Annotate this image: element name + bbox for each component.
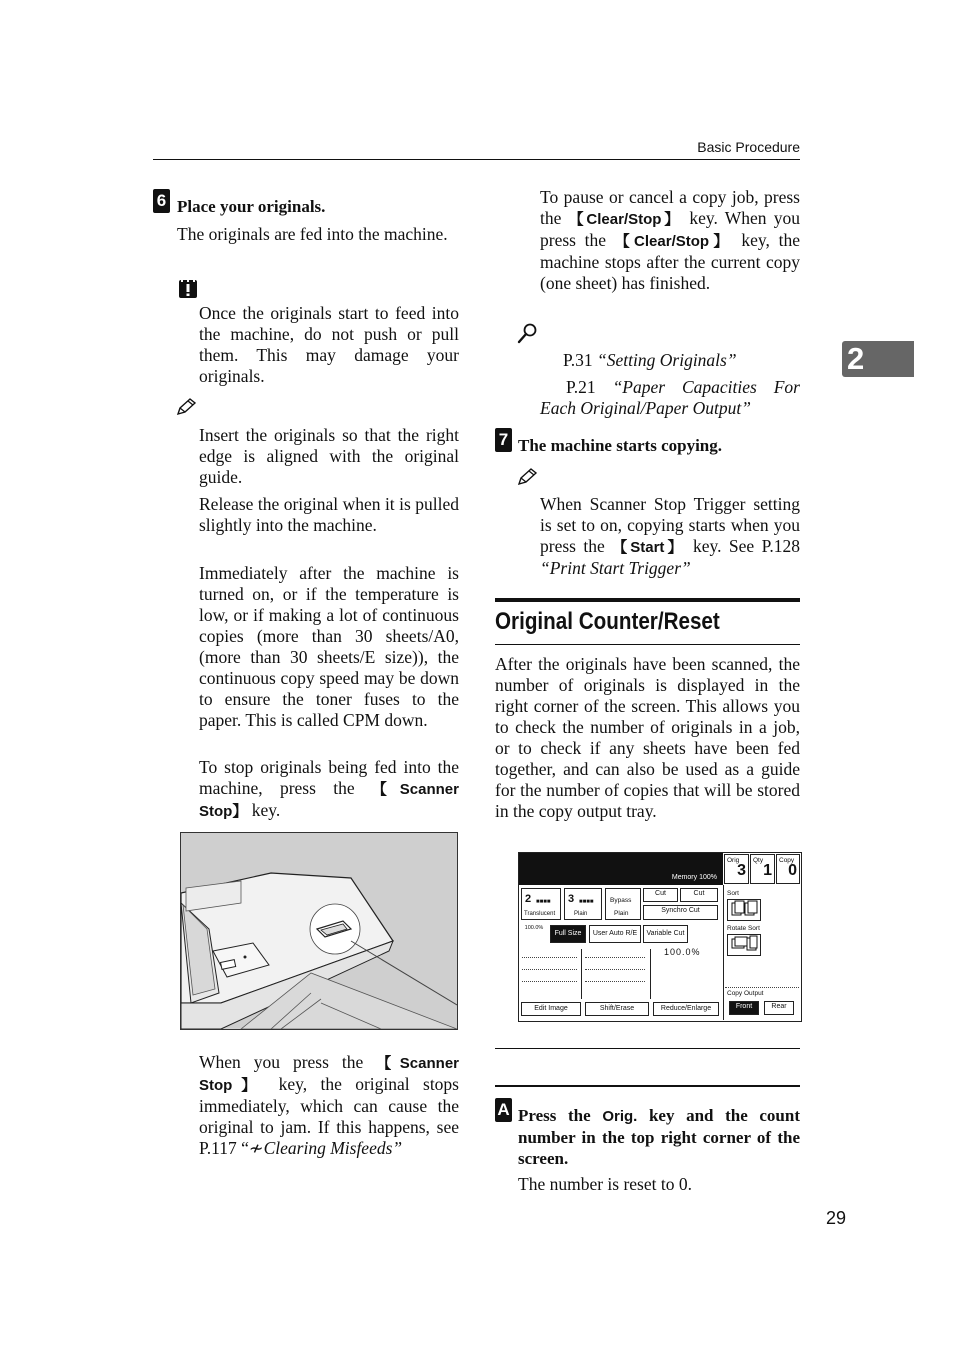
section-heading: Original Counter/Reset <box>495 608 720 635</box>
pause-mid: key. When you press the <box>540 208 800 250</box>
screen-status-bar <box>519 853 723 885</box>
ref-2-page: P.21 <box>566 377 613 397</box>
variable-cut-label: Variable Cut <box>646 930 685 937</box>
dotted-line <box>585 957 645 958</box>
separator-rule-2 <box>495 1085 800 1087</box>
rotate-sort-button[interactable] <box>727 934 761 956</box>
reduce-enlarge-tab[interactable] <box>653 1002 719 1016</box>
separator-rule-1 <box>495 1048 800 1049</box>
divider <box>723 885 724 1020</box>
bypass-button[interactable] <box>605 888 641 920</box>
tray-2-button[interactable] <box>521 888 561 920</box>
divider <box>581 949 582 999</box>
tray-3-button[interactable] <box>564 888 602 920</box>
step7-note-ref: “Print Start Trigger” <box>540 558 691 578</box>
variable-cut-button[interactable] <box>643 925 688 943</box>
step-6-intro: The originals are fed into the machine. <box>177 224 448 244</box>
cut-button-2[interactable] <box>680 888 718 902</box>
user-auto-re-button[interactable] <box>589 925 641 943</box>
tray-2-number: 2 <box>525 893 532 905</box>
copy-count: 0 <box>788 862 797 879</box>
synchro-cut-button[interactable] <box>643 905 718 920</box>
header-section-title: Basic Procedure <box>697 139 800 155</box>
note-pencil-icon-2 <box>517 468 537 486</box>
step-a-badge: A <box>495 1098 512 1122</box>
orig-key: Orig. <box>602 1108 638 1125</box>
tray-3-number: 3 <box>568 893 575 905</box>
step-7-note <box>540 494 800 579</box>
note-text-3: Immediately after the machine is turned on, or if the temperature is low, or if making a lot of continuous copies (more than 30 sheets/A0, (more than 30 sheets/E size)), the continuous copy speed may be down to ensure the toner fuses to the paper. This is called CPM down. <box>199 563 459 730</box>
qty-label: Qty <box>753 857 764 864</box>
ref-1-page: P.31 <box>563 350 598 370</box>
copy-label: Copy <box>779 857 795 864</box>
pause-text <box>540 187 800 294</box>
user-auto-re-label: User Auto R/E <box>592 930 638 937</box>
edit-image-tab[interactable] <box>521 1002 581 1016</box>
after-image-ref: Clearing Misfeeds” <box>263 1138 403 1158</box>
full-size-label: Full Size <box>554 930 582 937</box>
step-a-result: The number is reset to 0. <box>518 1174 692 1194</box>
step-7-badge: 7 <box>495 428 512 452</box>
note-text-1: Insert the originals so that the right edge is aligned with the original guide. <box>199 425 459 487</box>
clear-stop-key: 【Clear/Stop】 <box>568 211 683 228</box>
important-icon <box>177 278 199 300</box>
note-pencil-icon <box>176 398 196 416</box>
after-image-text <box>199 1052 459 1160</box>
ref-2-title: “Paper Capacities For Each Original/Paper Output” <box>540 377 800 418</box>
reduce-enlarge-label: Reduce/Enlarge <box>660 1005 712 1012</box>
dotted-line <box>522 957 577 958</box>
pause-pre: To pause or cancel a copy job, press the <box>540 187 800 228</box>
tray-2-label: Translucent <box>524 911 556 917</box>
ref-2 <box>540 377 800 419</box>
copy-counter <box>776 854 800 884</box>
header-rule <box>153 159 800 160</box>
section-body: After the originals have been scanned, the number of originals is displayed in the right corner of the screen. This allows you to check the number of originals in a job, or to check if any sheets have been fed together, and can also be used as a guide for the number of copies that will be stored in the copy output tray. <box>495 654 800 821</box>
after-image-mid: key, the original stops immediately, which can cause the original to jam. If this happens, see P.117 “ <box>199 1074 459 1158</box>
bypass-label: Plain <box>614 910 629 917</box>
dotted-line <box>725 987 799 988</box>
note4-pre: To stop originals being fed into the machine, press the <box>199 757 459 798</box>
ratio-indicator <box>521 925 547 943</box>
reference-magnifier-icon <box>517 322 539 344</box>
note-text-2: Release the original when it is pulled slightly into the machine. <box>199 494 459 535</box>
ratio-value <box>664 947 701 957</box>
qty-counter <box>750 854 775 884</box>
step-a-pre: Press the <box>518 1106 603 1125</box>
orig-label: Orig <box>727 857 740 864</box>
pause-post: key, the machine stops after the current copy (one sheet) has finished. <box>540 230 800 293</box>
tray-2-level-icon: ■■■■ <box>536 899 551 905</box>
step-a-post: key and the count number in the top right corner of the screen. <box>518 1106 801 1168</box>
ref-1 <box>563 350 800 371</box>
step-a-title <box>518 1105 800 1169</box>
front-label: Front <box>735 1003 753 1010</box>
rotate-sort-label: Rotate Sort <box>727 925 760 932</box>
memory-indicator: Memory 100% <box>671 874 717 881</box>
dotted-line <box>585 969 645 970</box>
tray-3-level-icon: ■■■■ <box>579 899 594 905</box>
ref-1-title: “Setting Originals” <box>597 350 737 370</box>
ratio-indicator-text: 100.0% <box>524 925 544 931</box>
chapter-number: 2 <box>847 341 865 376</box>
important-text: Once the originals start to feed into the machine, do not push or pull them. This may damage your originals. <box>199 303 459 386</box>
tray-3-label: Plain <box>574 911 588 917</box>
scanner-illustration <box>180 832 458 1030</box>
sort-button[interactable] <box>727 899 761 921</box>
qty-count: 1 <box>763 862 772 879</box>
edit-image-label: Edit Image <box>534 1005 568 1012</box>
note-text-4 <box>199 757 459 822</box>
page-number: 29 <box>825 1208 846 1228</box>
full-size-button[interactable] <box>550 925 586 943</box>
dotted-line <box>585 981 645 982</box>
cut-button-1[interactable] <box>643 888 678 902</box>
synchro-cut-label: Synchro Cut <box>661 907 700 914</box>
after-image-pre: When you press the <box>199 1052 377 1072</box>
sort-icon <box>729 900 759 918</box>
step7-note-pre: When Scanner Stop Trigger setting is set to on, copying starts when you press the <box>540 494 800 556</box>
scanner-stop-key: 【Scanner Stop】 <box>199 781 459 820</box>
ratio-value-text: 100.0% <box>664 947 701 957</box>
start-key: 【Start】 <box>612 539 686 556</box>
note4-post: key. <box>247 800 281 820</box>
clear-stop-key-2: 【Clear/Stop】 <box>614 233 733 250</box>
bypass-title: Bypass <box>610 897 632 904</box>
step-6-badge: 6 <box>153 189 170 213</box>
scanner-stop-key-2: 【Scanner Stop】 <box>199 1055 459 1094</box>
misfeed-icon: ≁ <box>248 1139 264 1159</box>
cut-2-label: Cut <box>693 890 705 897</box>
chapter-tab <box>842 341 914 377</box>
shift-erase-label: Shift/Erase <box>599 1005 635 1012</box>
shift-erase-tab[interactable] <box>585 1002 649 1016</box>
section-bottom-rule <box>495 644 800 645</box>
front-button[interactable] <box>729 1001 759 1015</box>
copier-screen <box>518 852 802 1022</box>
orig-count: 3 <box>737 862 746 879</box>
step-7-title: The machine starts copying. <box>518 436 722 455</box>
cut-1-label: Cut <box>655 890 666 897</box>
sort-label: Sort <box>727 890 739 897</box>
rear-label: Rear <box>771 1003 787 1010</box>
dotted-line <box>522 981 577 982</box>
orig-counter-button[interactable] <box>724 854 749 884</box>
rear-button[interactable] <box>764 1001 794 1015</box>
step-6-title: Place your originals. <box>177 197 326 216</box>
divider <box>650 949 651 999</box>
section-top-rule <box>495 598 800 602</box>
dotted-line <box>522 969 577 970</box>
rotate-sort-icon <box>729 935 759 953</box>
step7-note-mid: key. See P.128 <box>685 536 800 556</box>
copy-output-label: Copy Output <box>727 990 764 997</box>
